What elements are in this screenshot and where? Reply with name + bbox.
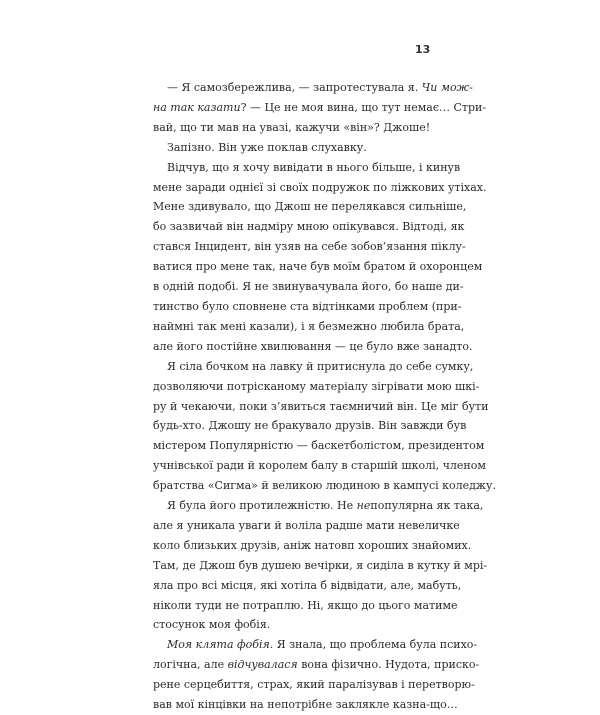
text-line (153, 536, 472, 556)
text-line (153, 397, 489, 417)
italic-text: Чи мож- (421, 81, 473, 94)
text-line (153, 158, 461, 178)
text-line (153, 357, 474, 377)
text-line (153, 237, 466, 257)
text-segment: в одній подобі. Я не звинувачувала його, бо наше ди- (153, 280, 464, 294)
text-line (153, 118, 430, 138)
text-line (153, 138, 430, 158)
text-line (153, 377, 480, 397)
text-segment: тинство було сповнене ста відтінками проблем (при- (153, 299, 462, 313)
text-segment: логічна, але (153, 658, 228, 672)
text-segment: братства «Сигма» й великою людиною в кампусі коледжу. (153, 479, 497, 493)
text-line (153, 476, 497, 496)
text-segment: популярна як така, (370, 499, 484, 513)
text-line (153, 496, 484, 516)
text-segment: але я уникала уваги й воліла радше мати невеличке (153, 518, 460, 532)
text-segment: вона фізично. Нудота, приско- (297, 658, 480, 672)
text-line (153, 416, 467, 436)
text-segment: мене заради однієї зі своїх подружок по ліжкових утіхах. (153, 180, 487, 194)
text-segment: бо зазвичай він надміру мною опікувався. Відтоді, як (153, 220, 465, 234)
text-segment: вав мої кінцівки на непотрібне заклякле казна-що… (153, 698, 458, 712)
page-number: 13 (415, 43, 431, 56)
text-line (153, 78, 473, 98)
body-text (153, 78, 497, 715)
text-line (153, 675, 475, 695)
text-segment: Відчув, що я хочу вивідати в нього більше, і кинув (167, 160, 461, 174)
text-line (153, 337, 473, 357)
text-segment: рене серцебиття, страх, який паралізував і перетворю- (153, 678, 475, 692)
text-segment: наймні так мені казали), і я безмежно любила брата, (153, 319, 465, 333)
text-line (153, 297, 462, 317)
italic-text: відчувалася (227, 658, 298, 672)
text-segment: Я сіла бочком на лавку й притиснула до себе сумку, (167, 359, 474, 373)
text-segment: ватися про мене так, наче був моїм братом й охоронцем (153, 260, 483, 274)
text-line (153, 436, 485, 456)
text-segment: Там, де Джош був душею вечірки, я сиділа в кутку й мрі- (153, 558, 488, 572)
text-segment: Я була його протилежністю. Не (167, 499, 357, 513)
text-segment: ніколи туди не потраплю. Ні, якщо до цього матиме (153, 598, 458, 612)
text-segment: містером Популярністю — баскетболістом, президентом (153, 439, 485, 453)
text-segment: але його постійне хвилювання — це було вже занадто. (153, 339, 473, 353)
text-segment: Мене здивувало, що Джош не перелякався сильніше, (153, 200, 467, 214)
text-line (153, 556, 488, 576)
text-segment: стався Інцидент, він узяв на себе зобов’язання піклу- (153, 240, 466, 254)
text-line (153, 257, 483, 277)
text-segment: ? — Це не моя вина, що тут немає… Стри- (240, 100, 487, 114)
text-segment: коло близьких друзів, аніж натовп хороших знайомих. (153, 538, 472, 552)
text-line (153, 695, 458, 715)
text-segment: — Я самозбережлива, — запротестувала я. (167, 81, 422, 94)
text-segment: Запізно. Він уже поклав слухавку. (167, 140, 367, 154)
text-line (153, 596, 458, 616)
text-segment: будь-хто. Джошу не бракувало друзів. Він завжди був (153, 419, 467, 433)
text-segment: . Я знала, що проблема була психо- (269, 638, 478, 652)
text-line (153, 456, 486, 476)
text-line (153, 217, 465, 237)
text-line (153, 576, 462, 596)
text-line (153, 635, 478, 655)
text-segment: яла про всі місця, які хотіла б відвідати, але, мабуть, (153, 578, 462, 592)
italic-text: на так казати (153, 100, 241, 114)
text-line (153, 655, 480, 675)
text-segment: вай, що ти мав на увазі, кажучи «він»? Джоше! (153, 120, 431, 134)
italic-text: не (356, 499, 371, 513)
text-segment: ру й чекаючи, поки з’явиться таємничий він. Це міг бути (153, 399, 489, 413)
italic-text: Моя клята фобія (167, 638, 270, 652)
text-line (153, 615, 430, 635)
text-segment: учнівської ради й королем балу в старшій школі, членом (153, 459, 486, 473)
text-line (153, 317, 465, 337)
text-segment: стосунок моя фобія. (153, 618, 271, 632)
text-line (153, 277, 464, 297)
text-line (153, 98, 487, 118)
text-line (153, 197, 467, 217)
text-line (153, 178, 487, 198)
text-line (153, 516, 460, 536)
text-segment: дозволяючи потрісканому матеріалу зігрівати мою шкі- (153, 379, 480, 393)
